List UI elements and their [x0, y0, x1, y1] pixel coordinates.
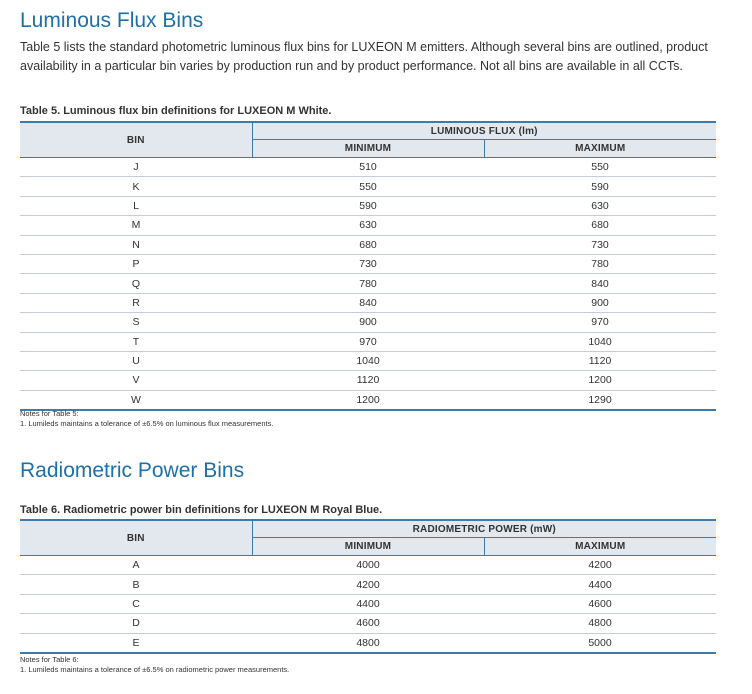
cell-min: 550: [252, 177, 484, 196]
header-bin: BIN: [20, 122, 252, 158]
cell-bin: T: [20, 332, 252, 351]
table-row: [20, 274, 716, 293]
table-row: [20, 313, 716, 332]
luminous-flux-table: [20, 121, 716, 411]
table-row: [20, 216, 716, 235]
cell-max: 1290: [484, 390, 716, 410]
cell-bin: Q: [20, 274, 252, 293]
cell-max: 780: [484, 254, 716, 273]
cell-max: 4200: [484, 556, 716, 575]
table6-notes: [20, 655, 289, 675]
header-maximum: MAXIMUM: [484, 538, 716, 556]
cell-bin: D: [20, 614, 252, 633]
cell-min: 970: [252, 332, 484, 351]
cell-max: 730: [484, 235, 716, 254]
cell-max: 840: [484, 274, 716, 293]
table-row: [20, 575, 716, 594]
table6-caption: Table 6. Radiometric power bin definitions for LUXEON M Royal Blue.: [20, 504, 383, 516]
cell-max: 4800: [484, 614, 716, 633]
cell-bin: A: [20, 556, 252, 575]
table5-caption: Table 5. Luminous flux bin definitions for LUXEON M White.: [20, 105, 332, 117]
luminous-flux-intro: Table 5 lists the standard photometric luminous flux bins for LUXEON M emitters. Although several bins are outlined, product availability in a particular bin varies by production run and by product performance. Not all bins are available in all CCTs.: [20, 40, 708, 73]
table-row: [20, 158, 716, 177]
table6-note-1: 1. Lumileds maintains a tolerance of ±6.5% on radiometric power measurements.: [20, 665, 290, 674]
cell-min: 840: [252, 293, 484, 312]
cell-bin: V: [20, 371, 252, 390]
cell-max: 550: [484, 158, 716, 177]
header-maximum: MAXIMUM: [484, 140, 716, 158]
luminous-flux-section-title: Luminous Flux Bins: [20, 9, 204, 32]
table-row: [20, 556, 716, 575]
cell-bin: M: [20, 216, 252, 235]
cell-bin: S: [20, 313, 252, 332]
header-luminous-flux: LUMINOUS FLUX (lm): [252, 122, 716, 140]
cell-max: 5000: [484, 633, 716, 653]
cell-min: 680: [252, 235, 484, 254]
cell-bin: U: [20, 351, 252, 370]
cell-min: 1040: [252, 351, 484, 370]
table-row: [20, 594, 716, 613]
cell-min: 780: [252, 274, 484, 293]
cell-min: 590: [252, 196, 484, 215]
cell-min: 1120: [252, 371, 484, 390]
cell-max: 1200: [484, 371, 716, 390]
header-minimum: MINIMUM: [252, 538, 484, 556]
table6-notes-title: Notes for Table 6:: [20, 655, 79, 664]
cell-max: 680: [484, 216, 716, 235]
table-row: [20, 177, 716, 196]
table-row: [20, 332, 716, 351]
table-row: [20, 293, 716, 312]
cell-min: 4000: [252, 556, 484, 575]
cell-bin: R: [20, 293, 252, 312]
luminous-flux-table-body: [20, 158, 716, 411]
cell-max: 4600: [484, 594, 716, 613]
header-minimum: MINIMUM: [252, 140, 484, 158]
table-row: [20, 614, 716, 633]
cell-max: 4400: [484, 575, 716, 594]
table5-notes: [20, 409, 273, 429]
cell-min: 730: [252, 254, 484, 273]
table-row: [20, 196, 716, 215]
cell-min: 630: [252, 216, 484, 235]
table-row: [20, 390, 716, 410]
cell-min: 900: [252, 313, 484, 332]
radiometric-power-table: [20, 519, 716, 654]
cell-min: 1200: [252, 390, 484, 410]
cell-max: 590: [484, 177, 716, 196]
table-row: [20, 371, 716, 390]
cell-min: 4200: [252, 575, 484, 594]
cell-bin: P: [20, 254, 252, 273]
cell-min: 4600: [252, 614, 484, 633]
cell-max: 1120: [484, 351, 716, 370]
cell-bin: B: [20, 575, 252, 594]
table5-note-1: 1. Lumileds maintains a tolerance of ±6.5% on luminous flux measurements.: [20, 419, 274, 428]
cell-min: 4400: [252, 594, 484, 613]
cell-bin: L: [20, 196, 252, 215]
cell-max: 970: [484, 313, 716, 332]
table-row: [20, 351, 716, 370]
cell-bin: J: [20, 158, 252, 177]
cell-bin: K: [20, 177, 252, 196]
cell-bin: E: [20, 633, 252, 653]
table-row: [20, 633, 716, 653]
cell-max: 1040: [484, 332, 716, 351]
table5-notes-title: Notes for Table 5:: [20, 409, 79, 418]
cell-max: 630: [484, 196, 716, 215]
cell-bin: N: [20, 235, 252, 254]
table-row: [20, 235, 716, 254]
radiometric-power-section-title: Radiometric Power Bins: [20, 459, 245, 482]
header-bin: BIN: [20, 520, 252, 556]
radiometric-power-table-body: [20, 556, 716, 653]
cell-min: 510: [252, 158, 484, 177]
cell-min: 4800: [252, 633, 484, 653]
table-row: [20, 254, 716, 273]
cell-bin: W: [20, 390, 252, 410]
header-radiometric-power: RADIOMETRIC POWER (mW): [252, 520, 716, 538]
cell-bin: C: [20, 594, 252, 613]
cell-max: 900: [484, 293, 716, 312]
